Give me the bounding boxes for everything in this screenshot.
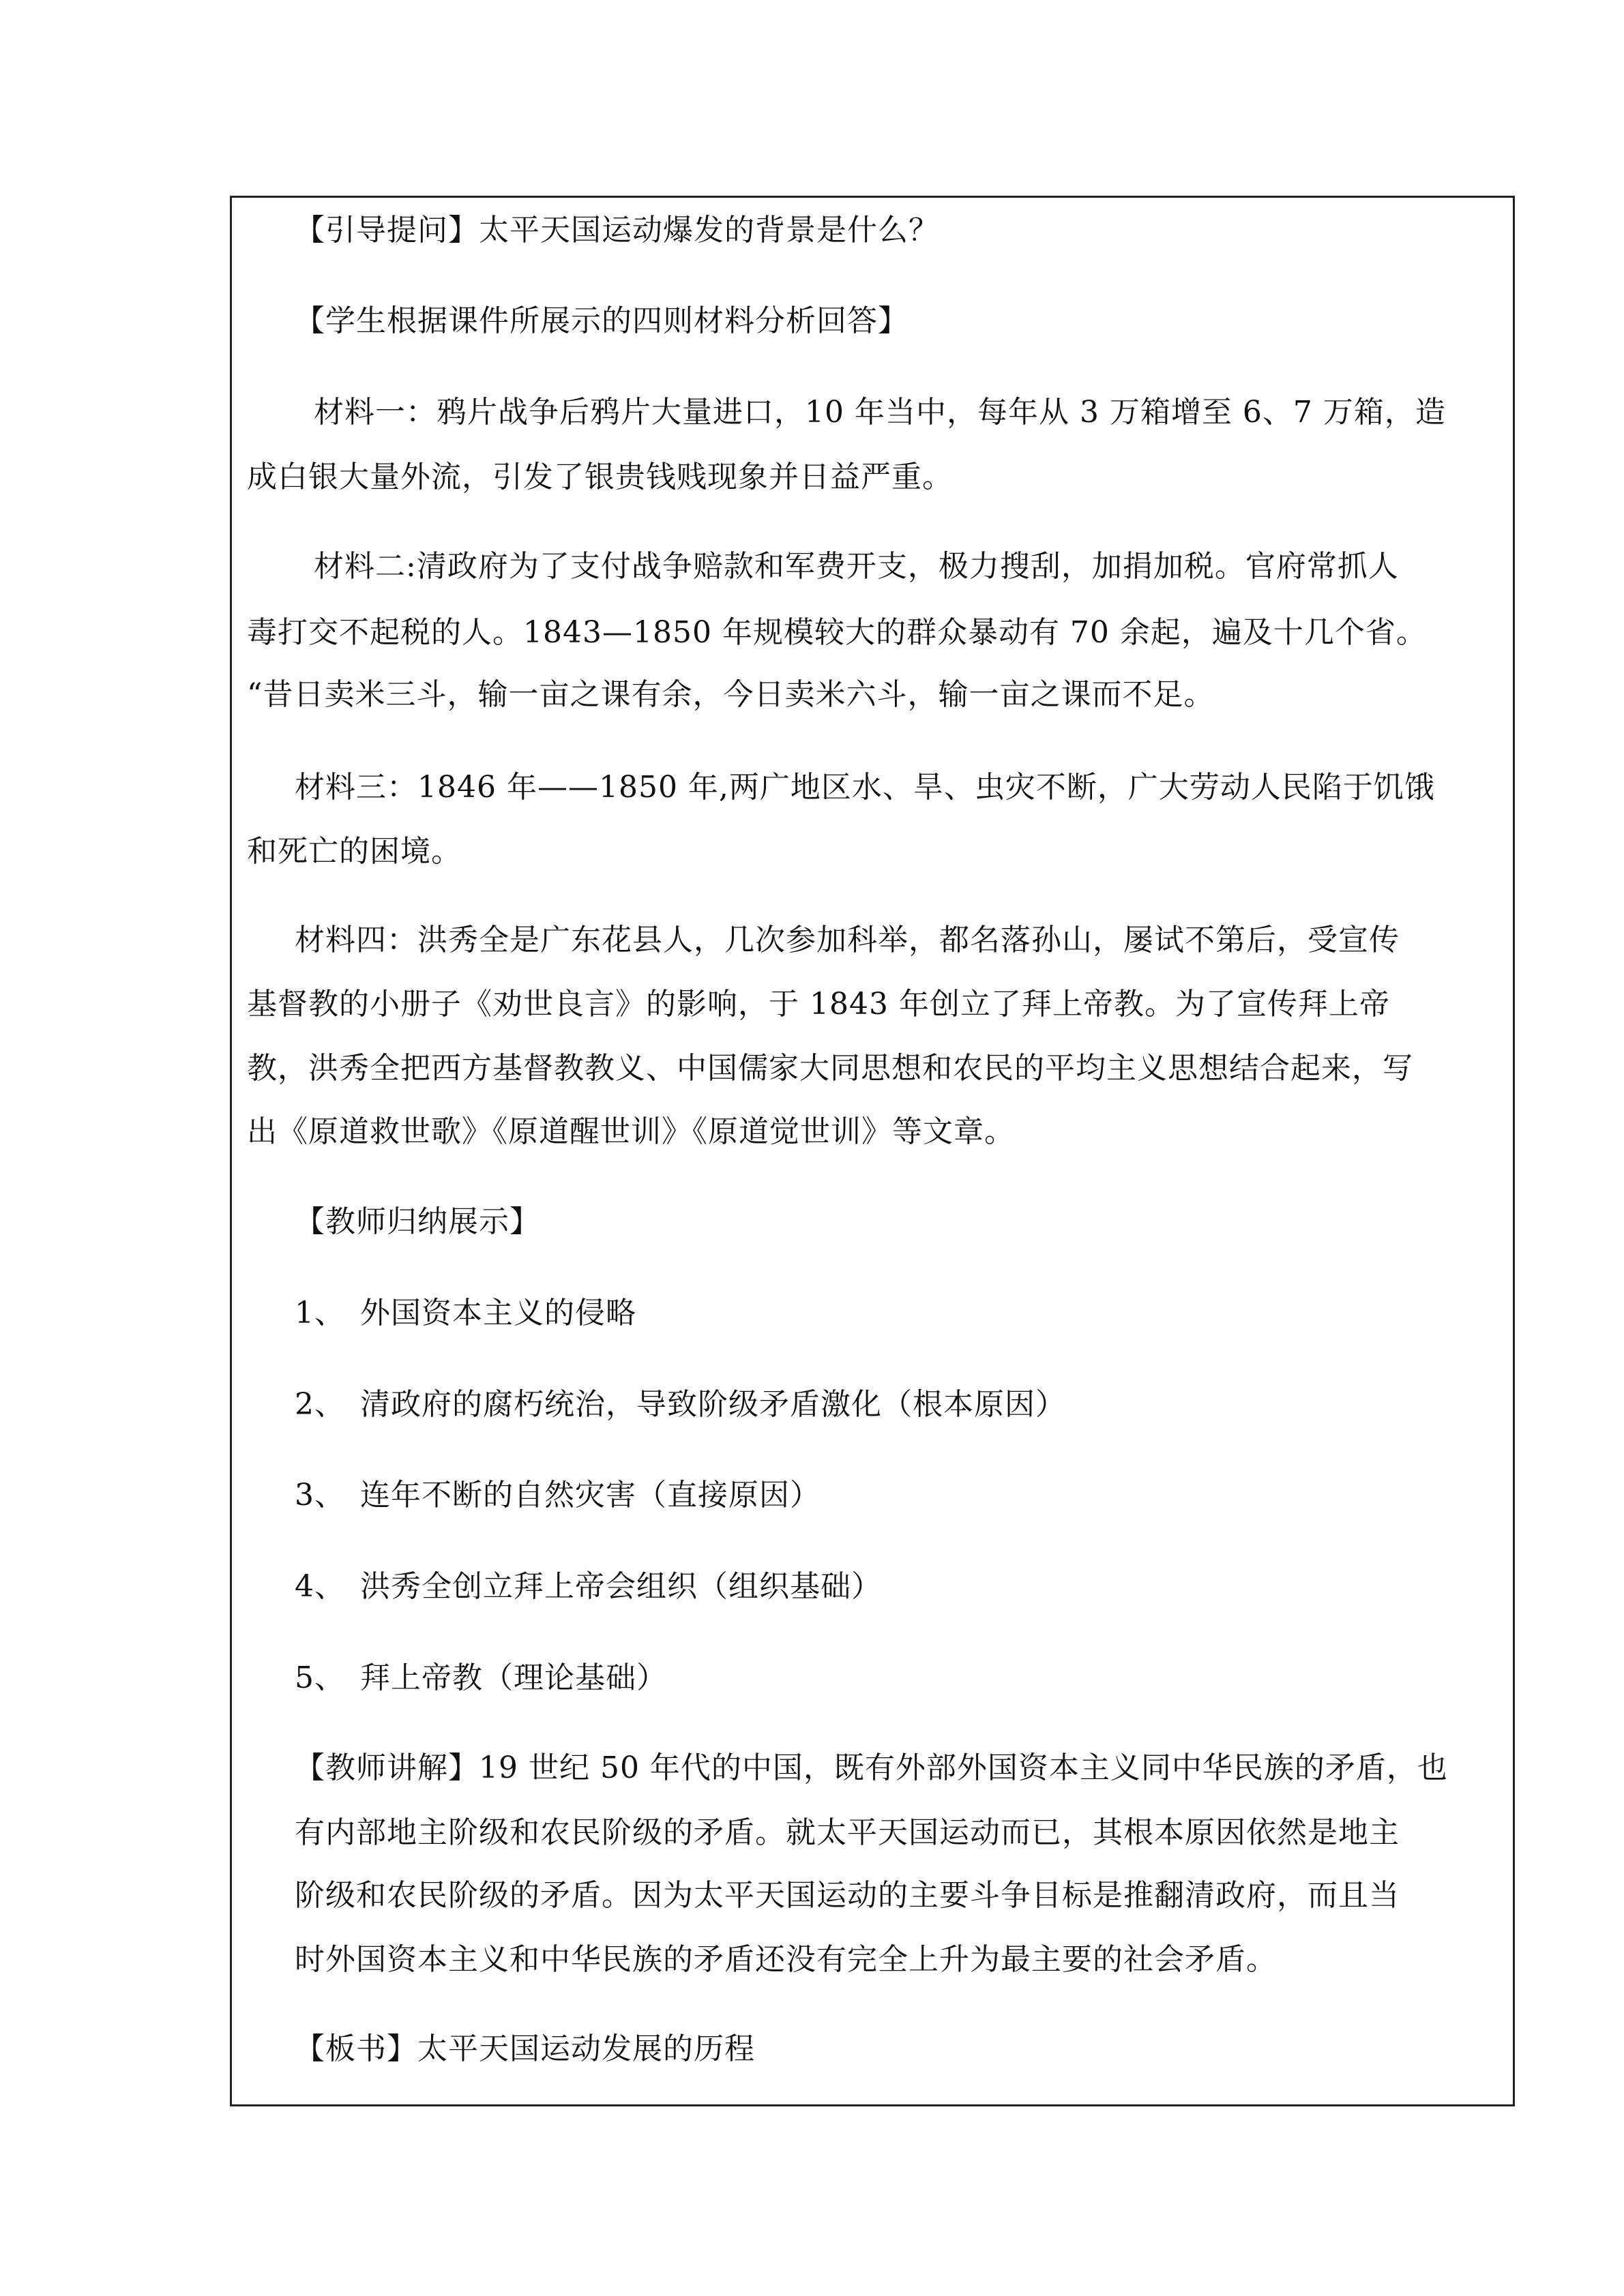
summary-item-number: 4、 [295,1569,345,1604]
material-4-line-2: 基督教的小册子《劝世良言》的影响，于 1843 年创立了拜上帝教。为了宣传拜上帝 [247,987,1390,1022]
material-4-line-1: 材料四：洪秀全是广东花县人，几次参加科举，都名落孙山，屡试不第后，受宣传 [295,923,1400,957]
summary-item-text: 外国资本主义的侵略 [360,1296,636,1330]
lecture-line-4: 时外国资本主义和中华民族的矛盾还没有完全上升为最主要的社会矛盾。 [295,1942,1277,1977]
summary-item-text: 洪秀全创立拜上帝会组织（组织基础） [360,1569,882,1604]
blackboard-note: 【板书】太平天国运动发展的历程 [295,2031,755,2066]
summary-item-text: 拜上帝教（理论基础） [360,1660,667,1695]
material-2-line-2: 毒打交不起税的人。1843—1850 年规模较大的群众暴动有 70 余起，遍及十几个省。 [247,615,1427,650]
summary-item-number: 2、 [295,1387,345,1422]
material-4-line-3: 教，洪秀全把西方基督教教义、中国儒家大同思想和农民的平均主义思想结合起来，写 [247,1051,1413,1086]
material-1-line-2: 成白银大量外流，引发了银贵钱贱现象并日益严重。 [247,460,953,494]
summary-item-text: 清政府的腐朽统治，导致阶级矛盾激化（根本原因） [360,1387,1066,1422]
lecture-line-1: 【教师讲解】19 世纪 50 年代的中国，既有外部外国资本主义同中华民族的矛盾，也 [295,1750,1448,1785]
lecture-line-2: 有内部地主阶级和农民阶级的矛盾。就太平天国运动而已，其根本原因依然是地主 [295,1815,1400,1850]
summary-item-number: 1、 [295,1296,345,1330]
material-2-line-3: “昔日卖米三斗，输一亩之课有余，今日卖米六斗，输一亩之课而不足。 [247,677,1215,712]
summary-heading: 【教师归纳展示】 [295,1204,540,1239]
lecture-line-3: 阶级和农民阶级的矛盾。因为太平天国运动的主要斗争目标是推翻清政府，而且当 [295,1878,1400,1913]
student-task: 【学生根据课件所展示的四则材料分析回答】 [295,303,909,338]
material-3-line-2: 和死亡的困境。 [247,834,462,869]
material-4-line-4: 出《原道救世歌》《原道醒世训》《原道觉世训》等文章。 [247,1114,1015,1149]
guiding-question: 【引导提问】太平天国运动爆发的背景是什么？ [295,213,939,248]
summary-item-number: 5、 [295,1660,345,1695]
material-3-line-1: 材料三：1846 年——1850 年,两广地区水、旱、虫灾不断，广大劳动人民陷于饥饿 [295,770,1435,805]
summary-item-text: 连年不断的自然灾害（直接原因） [360,1478,821,1512]
material-1-line-1: 材料一：鸦片战争后鸦片大量进口，10 年当中，每年从 3 万箱增至 6、7 万箱，造 [314,395,1446,430]
material-2-line-1: 材料二:清政府为了支付战争赔款和军费开支，极力搜刮，加捐加税。官府常抓人 [314,549,1399,584]
summary-item-number: 3、 [295,1478,345,1512]
